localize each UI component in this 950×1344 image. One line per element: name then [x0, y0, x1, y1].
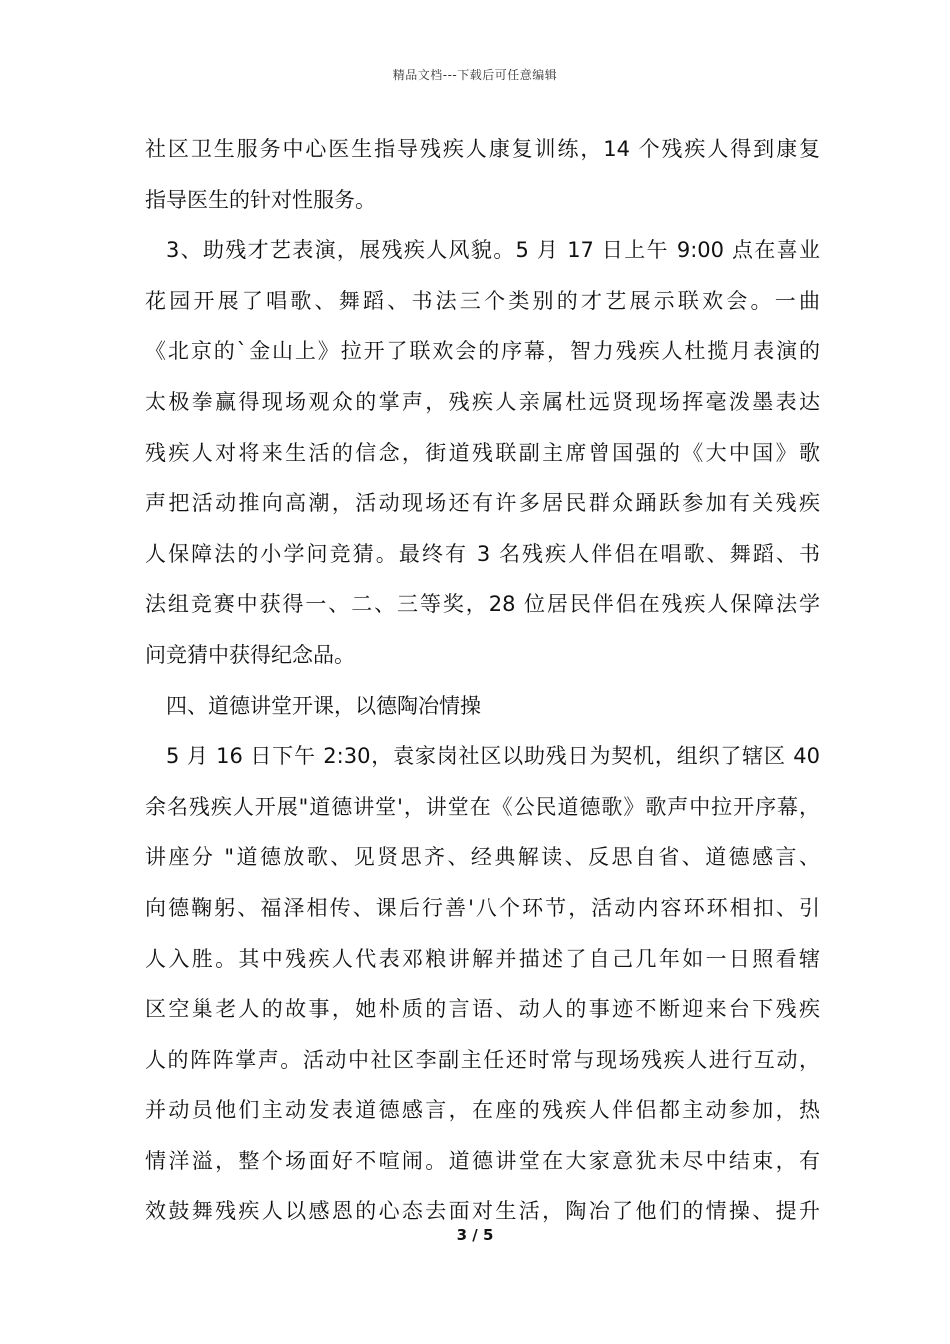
text-line: 人的阵阵掌声。活动中社区李副主任还时常与现场残疾人进行互动， — [145, 1047, 820, 1072]
text-line: 声把活动推向高潮，活动现场还有许多居民群众踊跃参加有关残疾 — [145, 491, 820, 516]
text-line: 情洋溢，整个场面好不喧闹。道德讲堂在大家意犹未尽中结束，有 — [145, 1148, 820, 1173]
text-line: 并动员他们主动发表道德感言，在座的残疾人伴侣都主动参加，热 — [145, 1098, 820, 1123]
section-heading: 四、道德讲堂开课，以德陶冶情操 — [166, 693, 481, 718]
text-line: 人保障法的小学问竞猜。最终有 3 名残疾人伴侣在唱歌、舞蹈、书 — [145, 541, 820, 566]
text-line: 指导医生的针对性服务。 — [145, 187, 376, 212]
text-line: 5 月 16 日下午 2:30，袁家岗社区以助残日为契机，组织了辖区 40 — [166, 744, 820, 769]
text-line: 残疾人对将来生活的信念，街道残联副主席曾国强的《大中国》歌 — [145, 440, 820, 465]
text-line: 太极拳赢得现场观众的掌声，残疾人亲属杜远贤现场挥毫泼墨表达 — [145, 389, 820, 414]
page-number: 3 / 5 — [456, 1226, 494, 1244]
text-line: 法组竞赛中获得一、二、三等奖，28 位居民伴侣在残疾人保障法学 — [145, 592, 820, 617]
text-line: 《北京的`金山上》拉开了联欢会的序幕，智力残疾人杜揽月表演的 — [145, 339, 820, 364]
text-line: 区空巢老人的故事，她朴质的言语、动人的事迹不断迎来台下残疾 — [145, 997, 820, 1022]
document-body — [145, 124, 820, 1237]
text-line: 人入胜。其中残疾人代表邓粮讲解并描述了自己几年如一日照看辖 — [145, 946, 820, 971]
text-line: 余名残疾人开展"道德讲堂'，讲堂在《公民道德歌》歌声中拉开序幕， — [145, 794, 820, 819]
text-line: 花园开展了唱歌、舞蹈、书法三个类别的才艺展示联欢会。一曲 — [145, 288, 820, 313]
text-line: 问竞猜中获得纪念品。 — [145, 642, 355, 667]
text-line: 讲座分 "道德放歌、见贤思齐、经典解读、反思自省、道德感言、 — [145, 845, 820, 870]
text-line: 社区卫生服务中心医生指导残疾人康复训练，14 个残疾人得到康复 — [145, 137, 820, 161]
text-line: 效鼓舞残疾人以感恩的心态去面对生活，陶冶了他们的情操、提升 — [145, 1199, 820, 1224]
text-line: 向德鞠躬、福泽相传、课后行善'八个环节，活动内容环环相扣、引 — [145, 895, 820, 920]
text-line: 3、助残才艺表演，展残疾人风貌。5 月 17 日上午 9:00 点在喜业 — [166, 238, 820, 263]
page-header: 精品文档---下载后可任意编辑 — [392, 68, 558, 82]
